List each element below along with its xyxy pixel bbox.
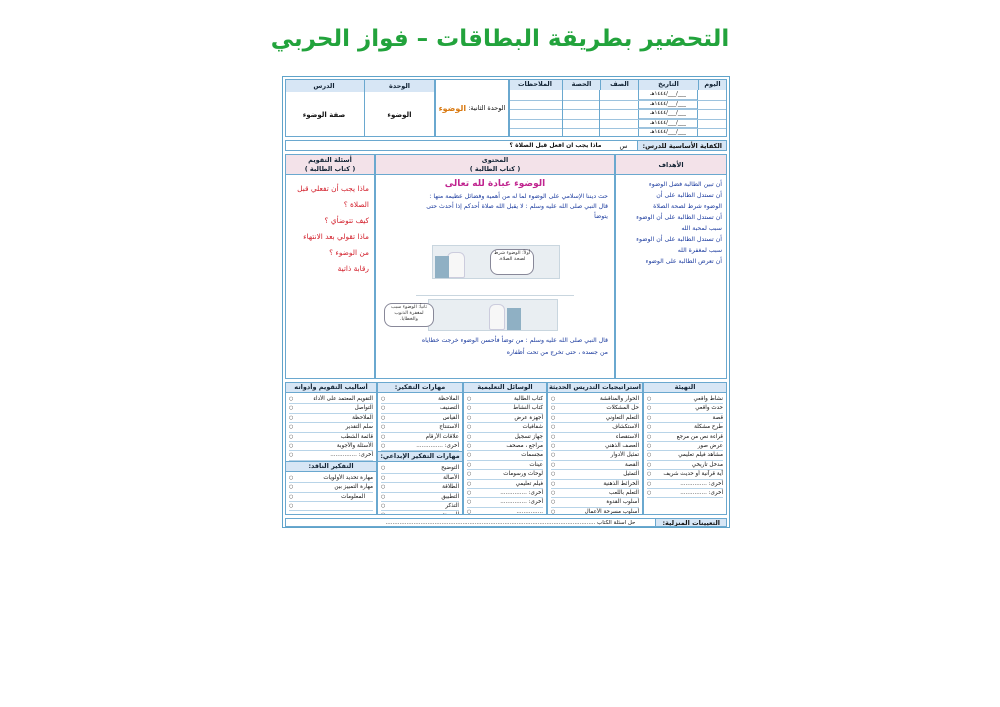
aid-item[interactable]: أخرى: ............... ○	[467, 489, 543, 498]
homework-label: التعيينات المنزلية:	[655, 519, 726, 526]
unit-name-prefix: الوحدة الثانية:	[468, 104, 506, 112]
assessment-item[interactable]: الأسئلة والأجوبة ○	[289, 442, 373, 451]
intro-item[interactable]: أخرى: ............... ○	[647, 489, 723, 498]
thinking-item[interactable]: أخرى: ............... ○	[381, 442, 459, 451]
goals-header: الأهداف	[616, 155, 726, 175]
assessment-item[interactable]: الملاحظة ○	[289, 414, 373, 423]
wudu-illustration-2	[428, 299, 558, 331]
sink-shape	[435, 256, 449, 278]
intro-item[interactable]: قراءة نص من مرجع ○	[647, 433, 723, 442]
unit-title-box	[435, 79, 509, 137]
content-paragraph: قال النبي صلى الله عليه وسلم : لا يقبل الله صلاة أحدكم إذا أحدث حتى يتوضأ	[426, 203, 608, 220]
goal-item: أن تستدل الطالبة على أن الوضوء	[636, 236, 722, 243]
strategy-item[interactable]: الخرائط الذهنية ○	[551, 480, 639, 489]
critical-thinking-item[interactable]: المعلومات ○	[289, 493, 373, 502]
question-item: كيف تتوضأي ؟	[324, 216, 369, 225]
strategy-item[interactable]: الحوار والمناقشة ○	[551, 395, 639, 404]
homework-text[interactable]: حل أسئلة الكتاب ........................................................................................................................	[385, 519, 636, 526]
intro-item[interactable]: عرض صور ○	[647, 442, 723, 451]
aid-item[interactable]: أخرى: ............... ○	[467, 498, 543, 507]
assessment-column	[285, 382, 377, 515]
strategy-item[interactable]: الاستقصاء ○	[551, 433, 639, 442]
assessment-item[interactable]: سلم التقدير ○	[289, 423, 373, 432]
aid-item[interactable]: كتاب النشاط ○	[467, 404, 543, 413]
critical-thinking-item[interactable]: مهارة تحديد الأولويات ○	[289, 474, 373, 483]
strategies-header: استراتيجيات التدريس الحديثة	[548, 383, 642, 391]
strategy-item[interactable]: حل المشكلات ○	[551, 404, 639, 413]
aid-item[interactable]: عينات ○	[467, 461, 543, 470]
strategy-item[interactable]: الاستكشاف ○	[551, 423, 639, 432]
goal-item: أن تعرض الطالبة على الوضوء	[645, 258, 722, 265]
goal-item: أن تستدل الطالبة على أن	[656, 192, 722, 199]
speech-bubble-1: أولاً: الوضوء شرط لصحة الصلاة.	[490, 249, 534, 275]
creative-thinking-item[interactable]: التذكر ○	[381, 502, 459, 511]
aid-item[interactable]: شفافيات ○	[467, 423, 543, 432]
date-row[interactable]: ___/___/١٤٤٤هـ	[639, 90, 697, 100]
homework-row	[285, 518, 727, 527]
creative-thinking-item[interactable]: التطبيق ○	[381, 493, 459, 502]
period-header: الحصة	[562, 80, 600, 90]
content-header-subtitle: ( كتاب الطالبة )	[469, 165, 521, 173]
aid-item[interactable]: مجسمات ○	[467, 451, 543, 460]
unit-lesson-box	[285, 79, 435, 137]
page-title: التحضير بطريقة البطاقات – فواز الحربي	[270, 26, 730, 52]
date-row[interactable]: ___/___/١٤٤٤هـ	[639, 119, 697, 129]
sink-shape	[507, 308, 521, 330]
assessment-item[interactable]: قائمة الشطب ○	[289, 433, 373, 442]
strategy-item[interactable]: التمثيل ○	[551, 470, 639, 479]
question-item: من الوضوء ؟	[329, 248, 369, 257]
strategy-item[interactable]: أسلوب القدوة ○	[551, 498, 639, 507]
content-header	[376, 155, 614, 175]
content-heading: الوضوء عبادة لله تعالى	[444, 179, 546, 189]
aid-item[interactable]: أجهزة عرض ○	[467, 414, 543, 423]
strategy-item[interactable]: القصة ○	[551, 461, 639, 470]
questions-header	[286, 155, 374, 175]
strategy-item[interactable]: العصف الذهني ○	[551, 442, 639, 451]
aid-item[interactable]: مراجع ، مصحف ○	[467, 442, 543, 451]
lesson-card-sheet	[282, 76, 730, 528]
intro-item[interactable]: نشاط واقعي ○	[647, 395, 723, 404]
date-row[interactable]: ___/___/١٤٤٤هـ	[639, 100, 697, 110]
competency-label: الكفاية الأساسية للدرس:	[637, 141, 726, 150]
aid-item[interactable]: ............... ○	[467, 508, 543, 515]
competency-row	[285, 140, 727, 151]
notes-header: الملاحظات	[518, 80, 552, 88]
date-row[interactable]: ___/___/١٤٤٤هـ	[639, 109, 697, 119]
thinking-column	[377, 382, 463, 515]
unit-header: الوحدة	[364, 80, 434, 92]
critical-thinking-item[interactable]	[289, 502, 373, 511]
intro-item[interactable]: مشاهد فيلم تعليمي ○	[647, 451, 723, 460]
creative-thinking-item[interactable]: الطلاقة ○	[381, 483, 459, 492]
question-item: الصلاة ؟	[343, 200, 369, 209]
creative-thinking-item[interactable]: الأصالة ○	[381, 474, 459, 483]
assessment-header: أساليب التقويم وأدواته	[286, 383, 376, 393]
competency-marker: س	[619, 141, 628, 150]
aids-column	[463, 382, 547, 515]
speech-bubble-2: ثانياً: الوضوء سبب لمغفرة الذنوب والخطايا.	[384, 303, 434, 327]
strategy-item[interactable]: التعلم باللعب ○	[551, 489, 639, 498]
unit-value: الوضوء	[364, 92, 434, 137]
strategies-column	[547, 382, 643, 515]
thinking-header: مهارات التفكير:	[378, 383, 462, 393]
date-header: التاريخ	[638, 80, 698, 90]
person-figure	[489, 304, 505, 330]
intro-item[interactable]: آية قرآنية أو حديث شريف ○	[647, 470, 723, 479]
thinking-item[interactable]: الاستنتاج ○	[381, 423, 459, 432]
questions-column	[285, 154, 375, 379]
thinking-item[interactable]: التصنيف ○	[381, 404, 459, 413]
competency-text[interactable]: ماذا يجب ان افعل قبل الصلاة ؟	[509, 142, 602, 149]
goals-column	[615, 154, 727, 379]
schedule-rows	[509, 90, 726, 137]
content-paragraph: من جسده ، حتى تخرج من تحت أظفاره	[506, 349, 608, 356]
lesson-value: صفة الوضوء	[302, 111, 346, 119]
unit-name-highlight: الوضوء	[438, 103, 467, 113]
lesson-header: الدرس	[313, 82, 335, 90]
schedule-table	[509, 79, 727, 137]
assessment-item[interactable]: أخرى: ............... ○	[289, 451, 373, 460]
aid-item[interactable]: كتاب الطالبة ○	[467, 395, 543, 404]
goal-item: أن تبين الطالبة فضل الوضوء	[648, 181, 722, 188]
date-row[interactable]: ___/___/١٤٤٤هـ	[650, 129, 686, 136]
question-item: ماذا تقولي بعد الانتهاء	[303, 232, 369, 241]
intro-item[interactable]: أخرى: ............... ○	[647, 480, 723, 489]
goal-item: أن تستدل الطالبة على أن الوضوء	[636, 214, 722, 221]
content-header-title: المحتوى	[481, 156, 509, 164]
assessment-item[interactable]: التواصل ○	[289, 404, 373, 413]
aids-header: الوسائل التعليمية	[464, 383, 546, 393]
content-paragraph: حث ديننا الإسلامي على الوضوء لما له من أهمية وفضائل عظيمة منها :	[429, 193, 608, 200]
questions-header-subtitle: ( كتاب الطالبة )	[304, 165, 356, 173]
thinking-item[interactable]: القياس ○	[381, 414, 459, 423]
aid-item[interactable]: جهاز تسجيل ○	[467, 433, 543, 442]
goal-item: الوضوء شرط لصحة الصلاة	[653, 203, 722, 210]
intro-header: التهيئة	[644, 383, 726, 393]
thinking-item[interactable]: علاقات الأرقام ○	[381, 433, 459, 442]
day-header: اليوم	[698, 80, 726, 90]
aid-item[interactable]: لوحات ورسومات ○	[467, 470, 543, 479]
schedule-header-row	[509, 80, 726, 90]
questions-header-title: أسئلة التقويم	[308, 156, 352, 164]
intro-item[interactable]: حدث واقعي ○	[647, 404, 723, 413]
question-item: رقابة ذاتية	[337, 264, 369, 273]
date-column	[638, 90, 698, 137]
creative-thinking-header: مهارات التفكير الإبداعي:	[378, 451, 462, 462]
thinking-item[interactable]: الملاحظة ○	[381, 395, 459, 404]
aid-item[interactable]: فيلم تعليمي ○	[467, 480, 543, 489]
critical-thinking-item[interactable]: مهارة التمييز بين ○	[289, 483, 373, 492]
assessment-item[interactable]: التقويم المعتمد على الأداء ○	[289, 395, 373, 404]
class-header: الصف	[600, 80, 638, 90]
content-paragraph: قال النبي صلى الله عليه وسلم : من توضأ فأحسن الوضوء خرجت خطاياه	[421, 337, 608, 344]
creative-thinking-item[interactable]: التوضيح ○	[381, 464, 459, 473]
strategy-item[interactable]: أسلوب مسرحة الأعمال ○	[551, 508, 639, 515]
goal-item: سبب لمحبة الله	[681, 225, 722, 232]
intro-item[interactable]: قصة ○	[647, 414, 723, 423]
strategy-item[interactable]: التعلم التعاوني ○	[551, 414, 639, 423]
intro-item[interactable]: مدخل تاريخي ○	[647, 461, 723, 470]
person-figure	[447, 252, 465, 278]
intro-item[interactable]: طرح مشكلة ○	[647, 423, 723, 432]
creative-thinking-item[interactable]	[381, 511, 459, 515]
strategy-item[interactable]: تمثيل الأدوار ○	[551, 451, 639, 460]
critical-thinking-header: التفكير الناقد:	[286, 461, 376, 472]
content-column	[375, 154, 615, 379]
intro-column	[643, 382, 727, 515]
goal-item: سبب لمغفرة الله	[677, 247, 722, 254]
question-item: ماذا يجب أن تفعلي قبل	[297, 184, 369, 193]
